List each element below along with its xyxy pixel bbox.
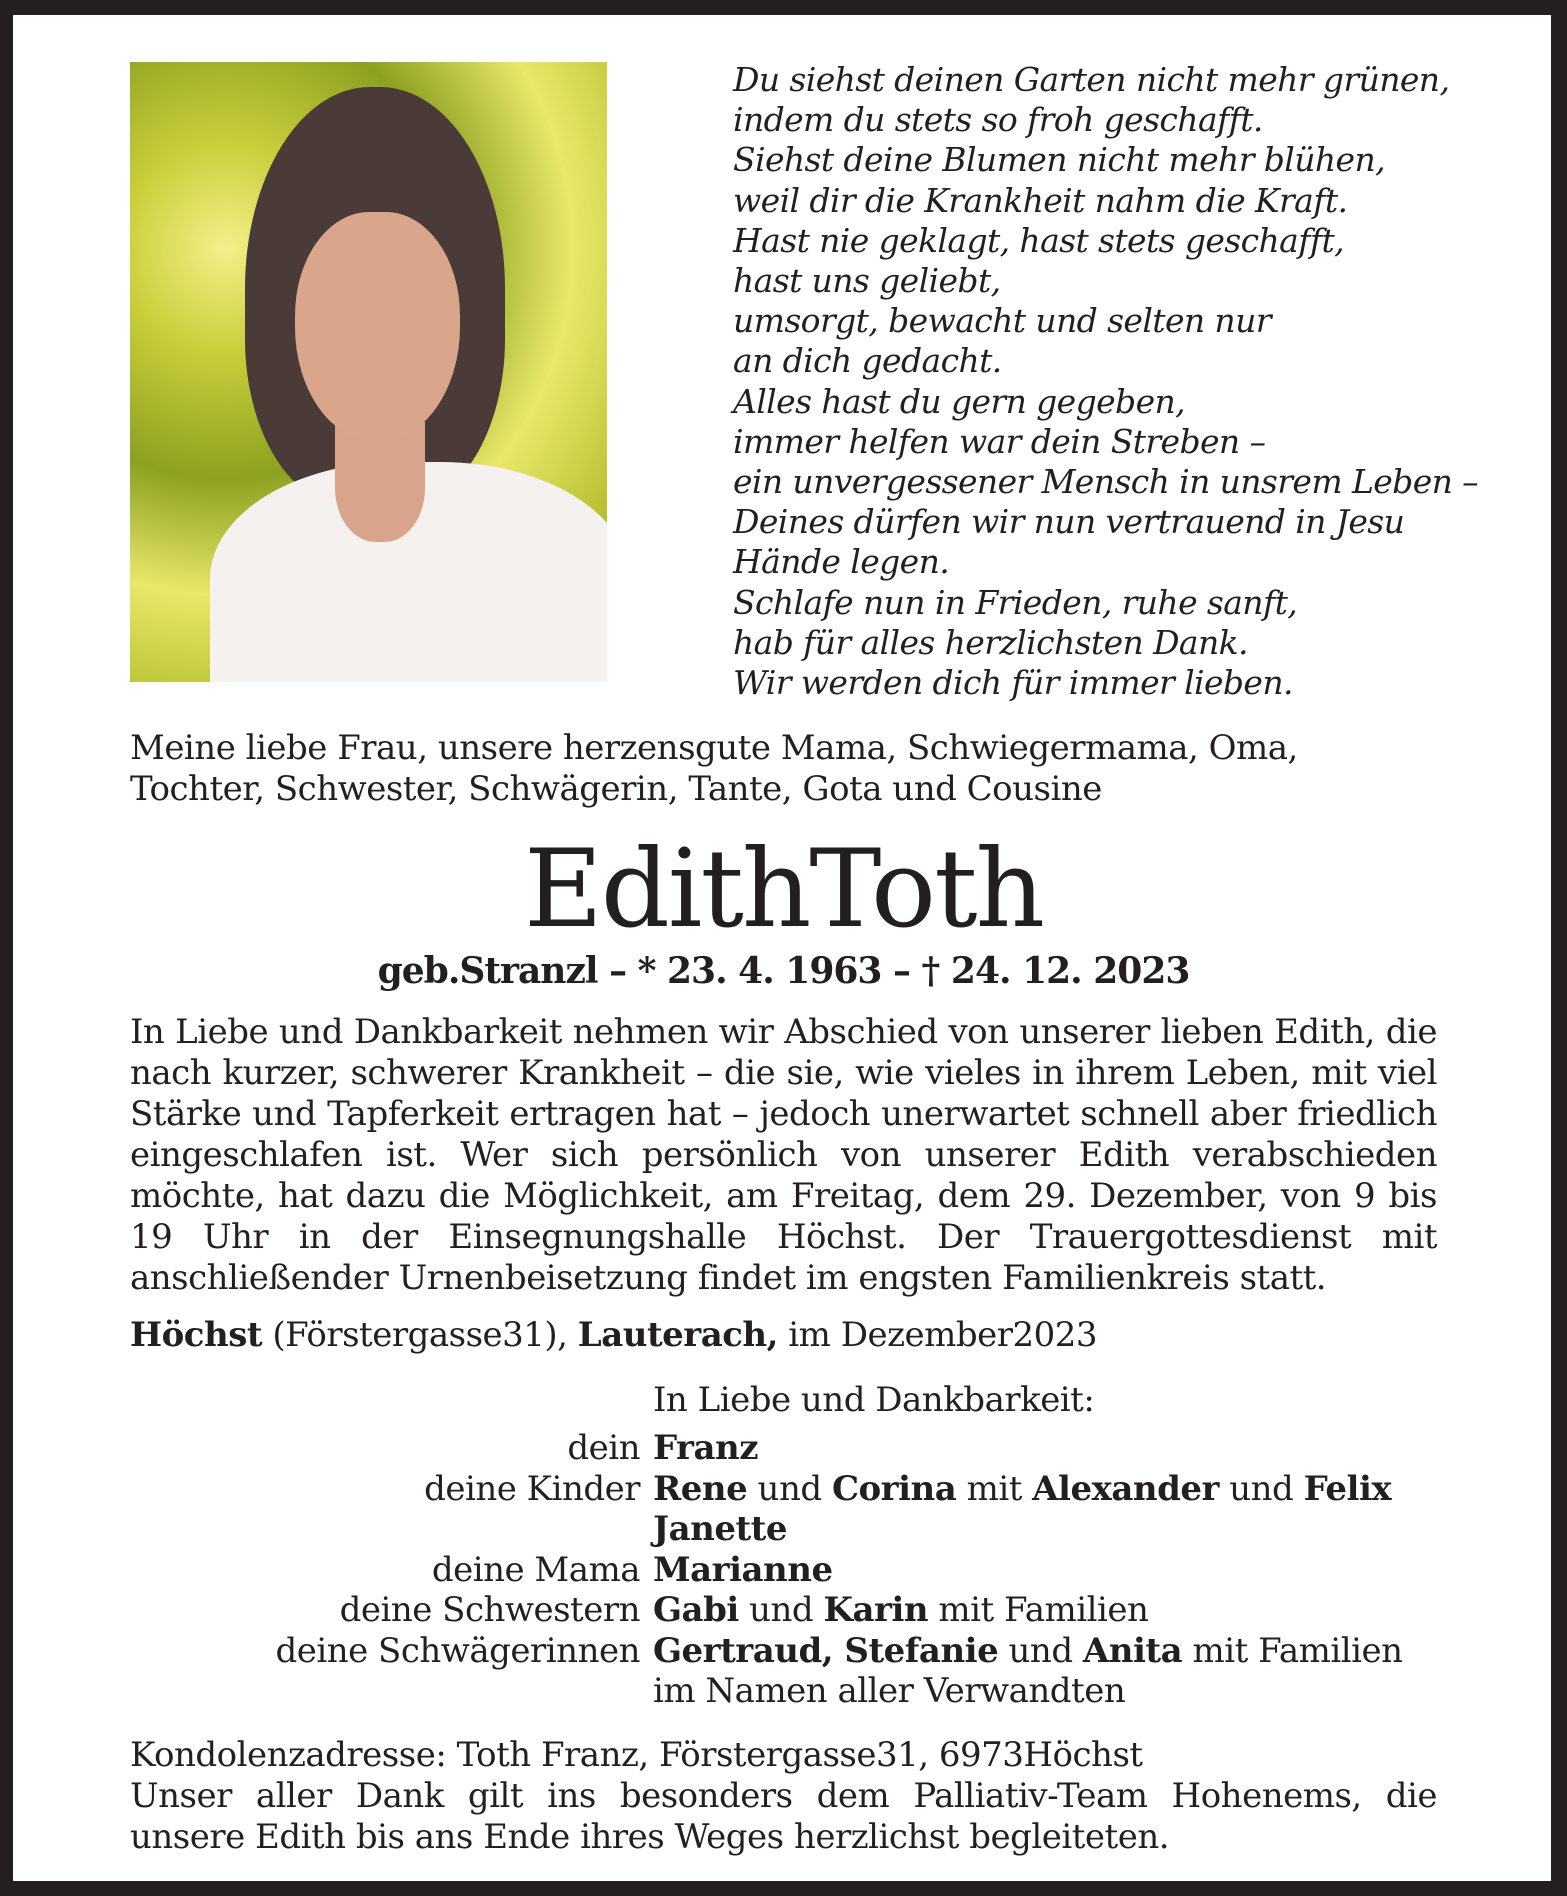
relation-label: dein (567, 1428, 640, 1468)
poem-line: Hände legen. (733, 542, 950, 582)
connector-text: im Namen aller Verwandten (653, 1671, 1126, 1711)
condolence-address: Kondolenzadresse: Toth Franz, Förstergasse31, 6973Höchst (130, 1735, 1143, 1775)
family-row (0, 1428, 1567, 1469)
relative-names (653, 1469, 1391, 1509)
relative-names (653, 1590, 1148, 1630)
town-lauterach: Lauterach, (577, 1315, 778, 1355)
closing-thanks: Unser aller Dank gilt ins besonders dem Palliativ-Team Hohenems, die unsere Edith bis ans Ende ihres Weges herzlichst begleiteten. (130, 1776, 1437, 1857)
relative-name: Felix (1303, 1468, 1392, 1509)
relative-names (653, 1550, 833, 1590)
connector-text: und (1218, 1468, 1304, 1509)
poem-line: Schlafe nun in Frieden, ruhe sanft, (733, 582, 1298, 622)
relative-name: Franz (653, 1428, 759, 1468)
relative-name: Alexander (1032, 1468, 1219, 1509)
relation-label: deine Schwestern (339, 1590, 640, 1630)
family-row (0, 1509, 1567, 1550)
connector-text: mit Familien (1182, 1630, 1403, 1671)
relative-name: Janette (653, 1509, 788, 1549)
relative-name: Gabi (653, 1590, 739, 1630)
poem-line: Siehst deine Blumen nicht mehr blühen, (733, 140, 1386, 180)
poem-line: weil dir die Krankheit nahm die Kraft. (733, 180, 1348, 220)
family-row (0, 1590, 1567, 1631)
intro-text: Meine liebe Frau, unsere herzensgute Mama, Schwiegermama, Oma, Tochter, Schwester, Schwägerin, Tante, Gota und Cousine (130, 728, 1298, 809)
thanks-heading: In Liebe und Dankbarkeit: (653, 1380, 1095, 1420)
connector-text: und (747, 1468, 832, 1509)
poem-line: indem du stets so froh geschafft. (733, 100, 1263, 140)
place-date-line (130, 1315, 1097, 1356)
poem-line: Wir werden dich für immer lieben. (733, 663, 1293, 703)
family-row (0, 1671, 1567, 1712)
relative-name: Karin (823, 1590, 929, 1630)
poem-line: an dich gedacht. (733, 341, 1002, 381)
family-row (0, 1469, 1567, 1510)
relation-label: deine Kinder (424, 1468, 640, 1509)
relation-label: deine Schwägerinnen (275, 1630, 640, 1671)
relative-name: Gertraud, Stefanie (653, 1630, 999, 1671)
relative-name: Corina (831, 1468, 957, 1509)
poem-line: hab für alles herzlichsten Dank. (733, 622, 1248, 662)
family-row (0, 1550, 1567, 1591)
address: (Förstergasse31), (262, 1315, 578, 1355)
poem (733, 60, 1478, 703)
portrait-photo (130, 62, 607, 682)
family-row (0, 1631, 1567, 1672)
poem-line: Alles hast du gern gegeben, (733, 381, 1186, 421)
relative-names (653, 1671, 1125, 1711)
connector-text: und (738, 1590, 824, 1630)
poem-line: immer helfen war dein Streben – (733, 421, 1266, 461)
date: im Dezember2023 (778, 1315, 1098, 1355)
relation-label: deine Mama (431, 1549, 640, 1590)
poem-line: hast uns geliebt, (733, 261, 1001, 301)
connector-text: und (998, 1630, 1083, 1671)
birth-death-dates: geb.Stranzl – * 23. 4. 1963 – † 24. 12. 2023 (377, 950, 1190, 992)
poem-line: Deines dürfen wir nun vertrauend in Jesu (733, 502, 1405, 542)
connector-text: mit Familien (928, 1590, 1149, 1630)
poem-line: Hast nie geklagt, hast stets geschafft, (733, 220, 1345, 260)
deceased-name: EdithToth (523, 827, 1044, 952)
announcement-text: In Liebe und Dankbarkeit nehmen wir Abschied von unserer lieben Edith, die nach kurzer, schwerer Krankheit – die sie, wie vieles in ihrem Leben, mit viel Stärke und Tapferkeit ertragen hat – jedoch unerwartet schnell aber friedlich eingeschlafen ist. Wer sich persönlich von unserer Edith verabschieden möchte, hat dazu die Möglichkeit, am Freitag, dem 29. Dezember, von 9 bis 19 Uhr in der Einsegnungshalle Höchst. Der Trauergottesdienst mit anschließender Urnenbeisetzung findet im engsten Familienkreis statt. (130, 1012, 1437, 1298)
relative-names (653, 1428, 758, 1468)
relative-name: Rene (653, 1468, 748, 1509)
poem-line: umsorgt, bewacht und selten nur (733, 301, 1271, 341)
poem-line: Du siehst deinen Garten nicht mehr grünen, (733, 60, 1450, 99)
poem-line: ein unvergessener Mensch in unsrem Leben – (733, 462, 1479, 502)
relative-name: Marianne (653, 1549, 833, 1590)
relative-name: Anita (1082, 1630, 1183, 1671)
condolence-section (130, 1735, 1437, 1858)
relative-names (653, 1509, 787, 1549)
relative-names (653, 1631, 1403, 1671)
town-hoechst: Höchst (130, 1315, 263, 1355)
connector-text: mit (956, 1468, 1033, 1509)
